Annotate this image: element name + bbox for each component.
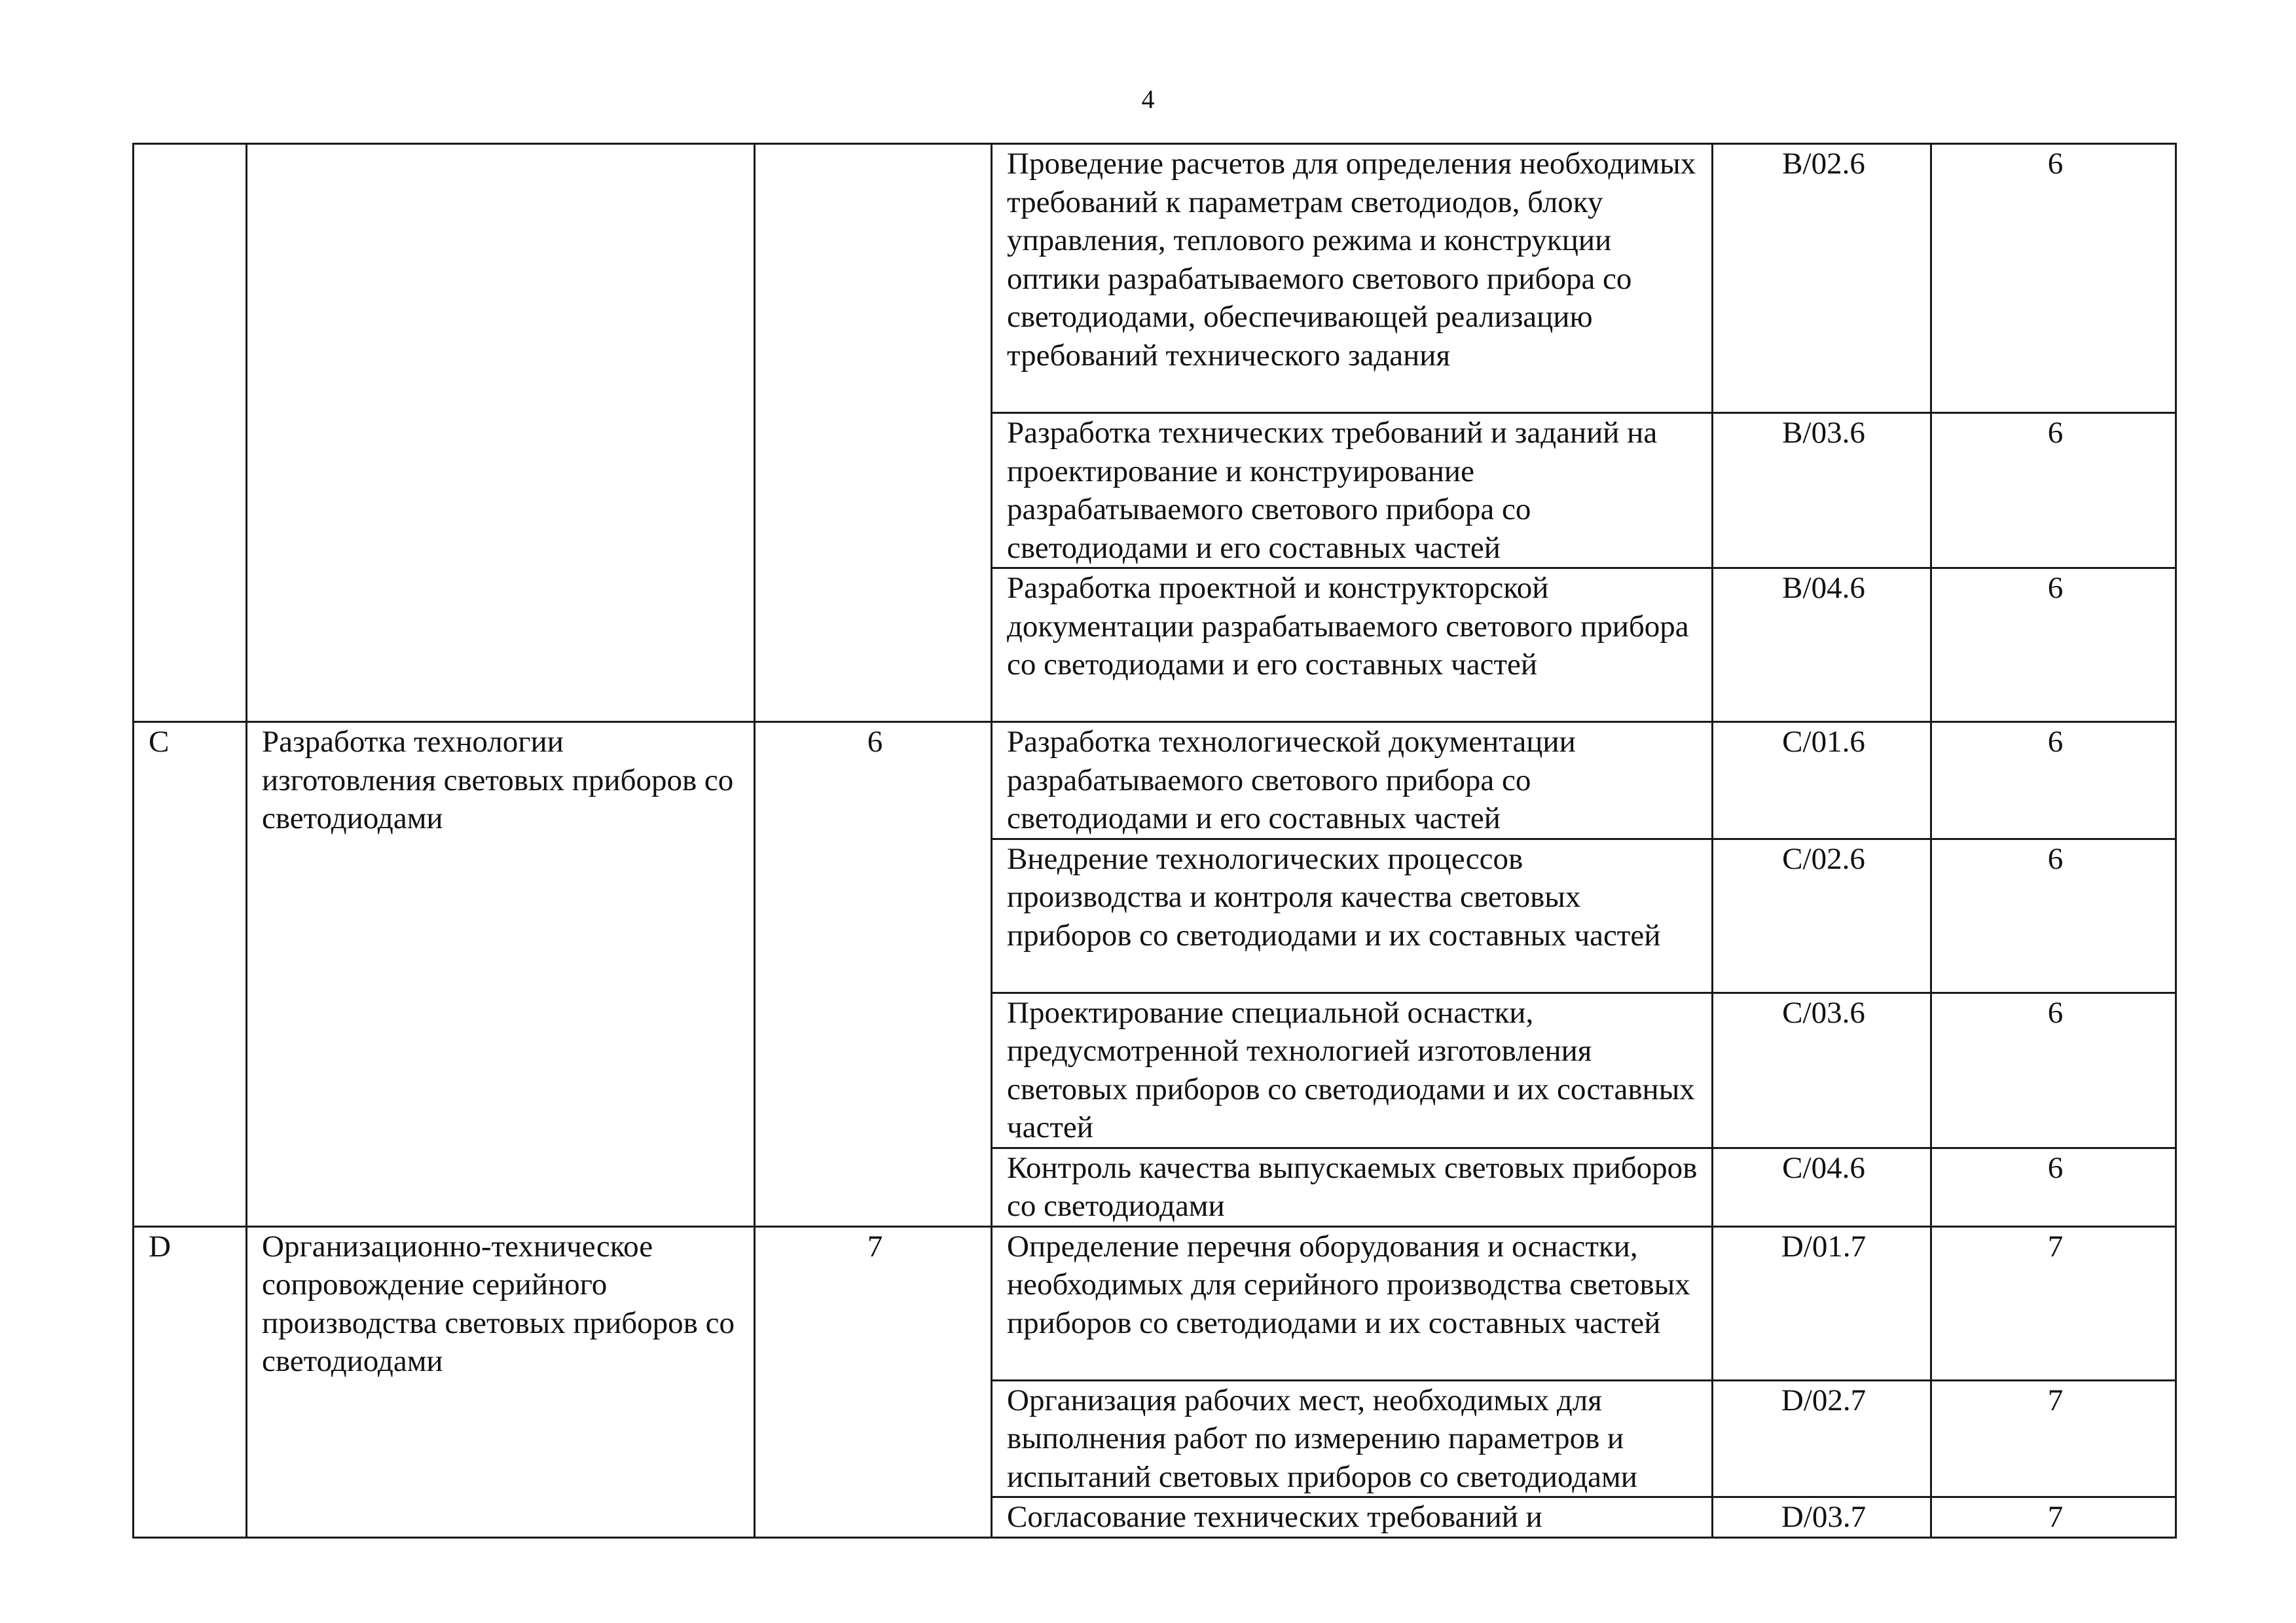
- function-code: D/01.7: [1713, 1226, 1931, 1380]
- function-name: Разработка технических требований и заданий на проектирование и конструирование разрабатываемого светового прибора со светодиодами и его составных частей: [992, 413, 1713, 568]
- function-code: C/02.6: [1713, 839, 1931, 993]
- table-row: [134, 144, 2176, 413]
- function-code: C/04.6: [1713, 1148, 1931, 1226]
- function-name: Разработка технологической документации разрабатываемого светового прибора со светодиодами и его составных частей: [992, 722, 1713, 839]
- function-level: 6: [1931, 1148, 2176, 1226]
- group-name-cell-empty: [247, 144, 755, 722]
- function-level: 7: [1931, 1380, 2176, 1497]
- group-code-cell-empty: [134, 144, 247, 722]
- function-level: 7: [1931, 1226, 2176, 1380]
- function-level: 6: [1931, 993, 2176, 1148]
- function-code: C/01.6: [1713, 722, 1931, 839]
- function-name: Проектирование специальной оснастки, предусмотренной технологией изготовления световых приборов со светодиодами и их составных частей: [992, 993, 1713, 1148]
- group-code: D: [134, 1226, 247, 1537]
- function-name: Разработка проектной и конструкторской документации разрабатываемого светового прибора со светодиодами и его составных частей: [992, 568, 1713, 722]
- function-name: Внедрение технологических процессов производства и контроля качества световых приборов со светодиодами и их составных частей: [992, 839, 1713, 993]
- function-code: C/03.6: [1713, 993, 1931, 1148]
- group-level: 6: [755, 722, 992, 1227]
- function-level: 6: [1931, 568, 2176, 722]
- group-level-cell-empty: [755, 144, 992, 722]
- functions-table: [132, 143, 2177, 1539]
- function-code: D/02.7: [1713, 1380, 1931, 1497]
- function-code: B/04.6: [1713, 568, 1931, 722]
- group-code: C: [134, 722, 247, 1227]
- function-level: 6: [1931, 144, 2176, 413]
- function-name: Контроль качества выпускаемых световых приборов со светодиодами: [992, 1148, 1713, 1226]
- table-row: [134, 722, 2176, 839]
- function-level: 7: [1931, 1497, 2176, 1538]
- function-level: 6: [1931, 722, 2176, 839]
- function-name: Проведение расчетов для определения необходимых требований к параметрам светодиодов, блоку управления, теплового режима и конструкции оптики разрабатываемого светового прибора со светодиодами, обеспечивающей реализацию требований технического задания: [992, 144, 1713, 413]
- function-level: 6: [1931, 413, 2176, 568]
- table-row: [134, 1226, 2176, 1380]
- group-name: Организационно-техническое сопровождение серийного производства световых приборов со светодиодами: [247, 1226, 755, 1537]
- function-name: Определение перечня оборудования и оснастки, необходимых для серийного производства световых приборов со светодиодами и их составных частей: [992, 1226, 1713, 1380]
- group-level: 7: [755, 1226, 992, 1537]
- function-code: B/02.6: [1713, 144, 1931, 413]
- function-level: 6: [1931, 839, 2176, 993]
- function-code: D/03.7: [1713, 1497, 1931, 1538]
- page-number: 4: [1141, 84, 1155, 114]
- function-name: Организация рабочих мест, необходимых для выполнения работ по измерению параметров и испытаний световых приборов со светодиодами: [992, 1380, 1713, 1497]
- function-code: B/03.6: [1713, 413, 1931, 568]
- function-name: Согласование технических требований и: [992, 1497, 1713, 1538]
- group-name: Разработка технологии изготовления световых приборов со светодиодами: [247, 722, 755, 1227]
